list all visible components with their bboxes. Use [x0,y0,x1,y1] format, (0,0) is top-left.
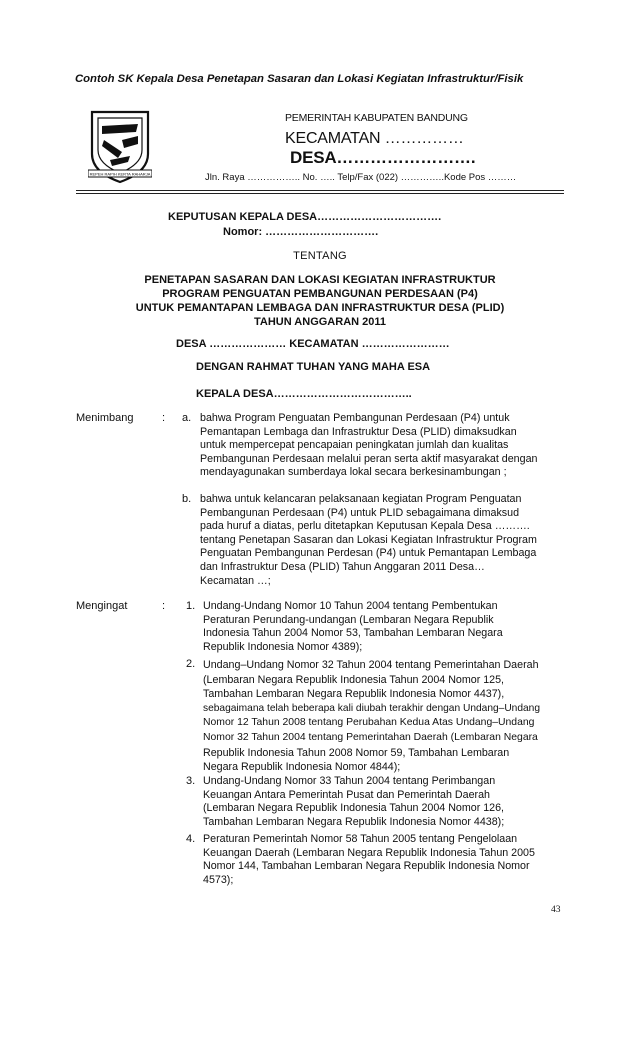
rahmat-line: DENGAN RAHMAT TUHAN YANG MAHA ESA [196,361,431,373]
letterhead-rule-thick [76,190,564,191]
mengingat-label: Mengingat [76,600,128,612]
menimbang-item-marker: b. [182,493,192,505]
decree-subject-line: PROGRAM PENGUATAN PEMBANGUNAN PERDESAAN (P4) [162,288,478,300]
text-line: pada huruf a diatas, perlu ditetapkan Keputusan Kepala Desa ………. [200,520,530,533]
text-line: Republik Indonesia Nomor 4389); [203,640,363,653]
text-line: Penguatan Pembangunan Perdesan (P4) untuk Pemantapan Lembaga [200,547,537,560]
text-line: Undang-Undang Nomor 10 Tahun 2004 tentang Pembentukan [203,600,498,612]
logo-motto: REPEH RAPIH KERTA RAHARJA [89,171,151,177]
decree-title: KEPUTUSAN KEPALA DESA……………………………. [168,211,442,223]
mengingat-item-marker: 1. [186,600,196,612]
text-line: Tambahan Lembaran Negara Republik Indonesia Nomor 4438); [203,815,505,828]
text-line: Indonesia Tahun 2004 Nomor 53, Tambahan Lembaran Negara [203,627,503,640]
decree-number: Nomor: …………………………. [223,226,379,238]
text-line: Republik Indonesia Tahun 2008 Nomor 59, Tambahan Lembaran [203,746,510,759]
text-line: Peraturan Pemerintah Nomor 58 Tahun 2005 tentang Pengelolaan [203,833,518,845]
text-line: (Lembaran Negara Republik Indonesia Tahun 2004 Nomor 125, [203,673,505,686]
mengingat-item-1 [203,600,564,654]
menimbang-item-a [200,412,564,480]
kepala-desa-line: KEPALA DESA……………………………….. [196,388,412,400]
menimbang-label: Menimbang [76,412,134,424]
mengingat-item-3 [203,775,564,829]
text-line: mendayagunakan sumberdaya lokal secara berkesinambungan ; [200,466,507,479]
text-line: Keuangan Daerah (Lembaran Negara Republik Indonesia Tahun 2005 [203,846,535,859]
menimbang-item-marker: a. [182,412,192,424]
letterhead-government: PEMERINTAH KABUPATEN BANDUNG [285,112,468,124]
text-line: Pemantapan Lembaga dan Infrastruktur Desa (PLID) dimaksudkan [200,425,517,438]
kabupaten-emblem-logo [88,110,152,184]
text-line: Peraturan Perundang-undangan (Lembaran Negara Republik [203,613,494,626]
mengingat-item-marker: 3. [186,775,196,787]
text-line: Undang–Undang Nomor 32 Tahun 2004 tentang Pemerintahan Daerah [203,659,539,671]
text-line: dan Infrastruktur Desa (PLID) Tahun Anggaran 2011 Desa… [200,560,485,573]
decree-subject-line: TAHUN ANGGARAN 2011 [253,316,387,328]
menimbang-item-b [200,493,564,588]
text-line: Nomor 144, Tambahan Lembaran Negara Republik Indonesia Nomor [203,860,530,873]
text-line: Nomor 12 Tahun 2008 tentang Perubahan Kedua Atas Undang–Undang [203,717,535,729]
text-line: Negara Republik Indonesia Nomor 4844); [203,761,401,774]
decree-tentang: TENTANG [293,250,347,262]
letterhead-desa: DESA……………………. [290,148,476,167]
mengingat-colon: : [162,600,166,612]
text-line: untuk mempercepat pencapaian peningkatan jumlah dan kualitas [200,439,509,452]
text-line: bahwa untuk kelancaran pelaksanaan kegiatan Program Penguatan [200,493,522,505]
menimbang-colon: : [162,412,166,424]
mengingat-item-marker: 2. [186,658,196,670]
mengingat-item-4 [203,833,564,887]
text-line: (Lembaran Negara Republik Indonesia Tahun 2004 Nomor 126, [203,802,505,815]
text-line: bahwa Program Penguatan Pembangunan Perdesaan (P4) untuk [200,412,510,424]
text-line: Nomor 32 Tahun 2004 tentang Pemerintahan Daerah (Lembaran Negara [203,731,538,743]
page-number: 43 [551,905,561,915]
text-line: Undang-Undang Nomor 33 Tahun 2004 tentang Perimbangan [203,775,496,787]
desa-kecamatan-line: DESA ………………… KECAMATAN …………………… [176,338,450,350]
letterhead-address: Jln. Raya …………….. No. ….. Telp/Fax (022) …………..Kode Pos ……… [205,172,517,183]
text-line: Tambahan Lembaran Negara Republik Indonesia Nomor 4437), [203,688,505,701]
decree-subject-line: PENETAPAN SASARAN DAN LOKASI KEGIATAN INFRASTRUKTUR [144,274,496,286]
text-line: Pembangunan Perdesaan (P4) untuk PLID sebagaimana dimaksud [200,506,520,519]
text-line: tentang Penetapan Sasaran dan Lokasi Kegiatan Infrastruktur Program [200,533,537,546]
text-line: 4573); [203,873,234,886]
text-line: sebagaimana telah beberapa kali diubah terakhir dengan Undang–Undang [203,702,541,714]
text-line: Kecamatan …; [200,574,271,587]
mengingat-item-marker: 4. [186,833,196,845]
text-line: Keuangan Antara Pemerintah Pusat dan Pemerintah Daerah [203,788,490,801]
letterhead-kecamatan: KECAMATAN …………… [285,130,464,147]
letterhead-rule-thin [76,193,564,194]
decree-subject-line: UNTUK PEMANTAPAN LEMBAGA DAN INFRASTRUKTUR DESA (PLID) [135,302,505,314]
document-caption: Contoh SK Kepala Desa Penetapan Sasaran dan Lokasi Kegiatan Infrastruktur/Fisik [75,73,524,85]
text-line: Pembangunan Perdesaan melalui peran serta aktif masyarakat dengan [200,452,538,465]
mengingat-item-2 [203,658,564,775]
